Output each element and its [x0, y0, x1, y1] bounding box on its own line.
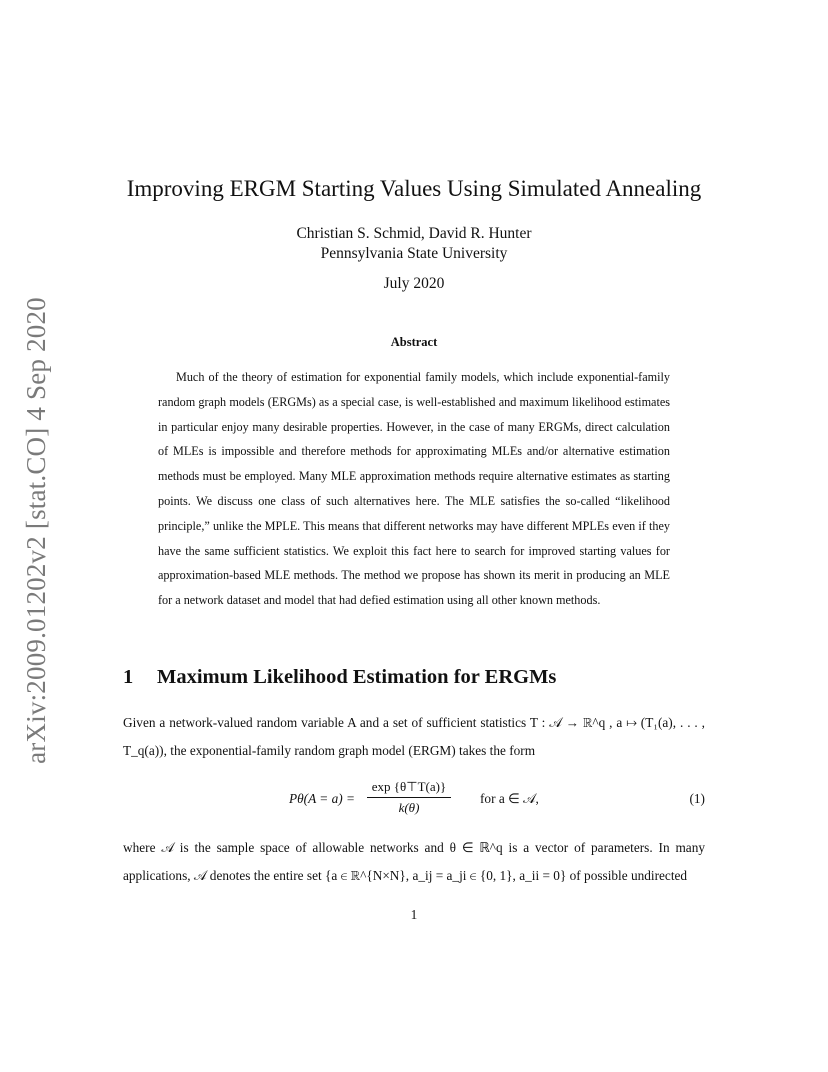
arxiv-identifier-text: arXiv:2009.01202v2 [stat.CO] 4 Sep 2020	[20, 296, 51, 764]
page-number: 1	[410, 907, 418, 922]
equation-number: (1)	[689, 791, 705, 806]
equation-numerator: exp {θ⊤T(a)}	[371, 779, 447, 794]
fraction-bar	[367, 797, 451, 798]
abstract-heading: Abstract	[390, 335, 438, 349]
author-affiliation: Pennsylvania State University	[320, 245, 508, 262]
section-number: 1	[123, 666, 134, 688]
equation-1	[123, 778, 705, 820]
body-paragraph-2: where 𝒜 is the sample space of allowable networks and θ ∈ ℝ^q is a vector of parameters. In many applications, 𝒜 denotes the entire set {a ∈ ℝ^{N×N}, a_ij = a_ji ∈ {0, 1}, a_ii = 0} of possible undirected	[123, 840, 705, 883]
section-heading	[123, 666, 723, 689]
body-paragraph-1: Given a network-valued random variable A and a set of sufficient statistics T : 𝒜 → ℝ^q , a ↦ (T₁(a), . . . , T_q(a)), the exponential-family random graph model (ERGM) takes the form	[123, 715, 705, 758]
equation-lhs: Pθ(A = a) =	[289, 791, 355, 806]
section-title: Maximum Likelihood Estimation for ERGMs	[157, 666, 557, 688]
abstract-body: Much of the theory of estimation for exponential family models, which include exponential-family random graph models (ERGMs) as a special case, is well-established and maximum likelihood estimates in particular enjoy many desirable properties. However, in the case of many ERGMs, direct calculation of MLEs is impossible and therefore methods for approximating MLEs and/or alternative estimation methods must be employed. Many MLE approximation methods require alternative estimates as starting points. We discuss one class of such alternatives here. The MLE satisfies the so-called “likelihood principle,” unlike the MPLE. This means that different networks may have different MPLEs even if they have the same sufficient statistics. We exploit this fact here to search for improved starting values for approximation-based MLE methods. The method we propose has shown its merit in producing an MLE for a network dataset and model that had defied estimation using all other known methods.	[158, 370, 670, 608]
paper-date: July 2020	[383, 275, 445, 292]
author-names: Christian S. Schmid, David R. Hunter	[296, 225, 532, 242]
equation-fraction	[367, 778, 451, 817]
paper-title: Improving ERGM Starting Values Using Simulated Annealing	[126, 176, 702, 201]
equation-condition: for a ∈ 𝒜,	[480, 791, 539, 806]
arxiv-identifier-stamp	[16, 290, 56, 770]
author-block	[100, 224, 728, 264]
equation-denominator: k(θ)	[398, 800, 420, 815]
